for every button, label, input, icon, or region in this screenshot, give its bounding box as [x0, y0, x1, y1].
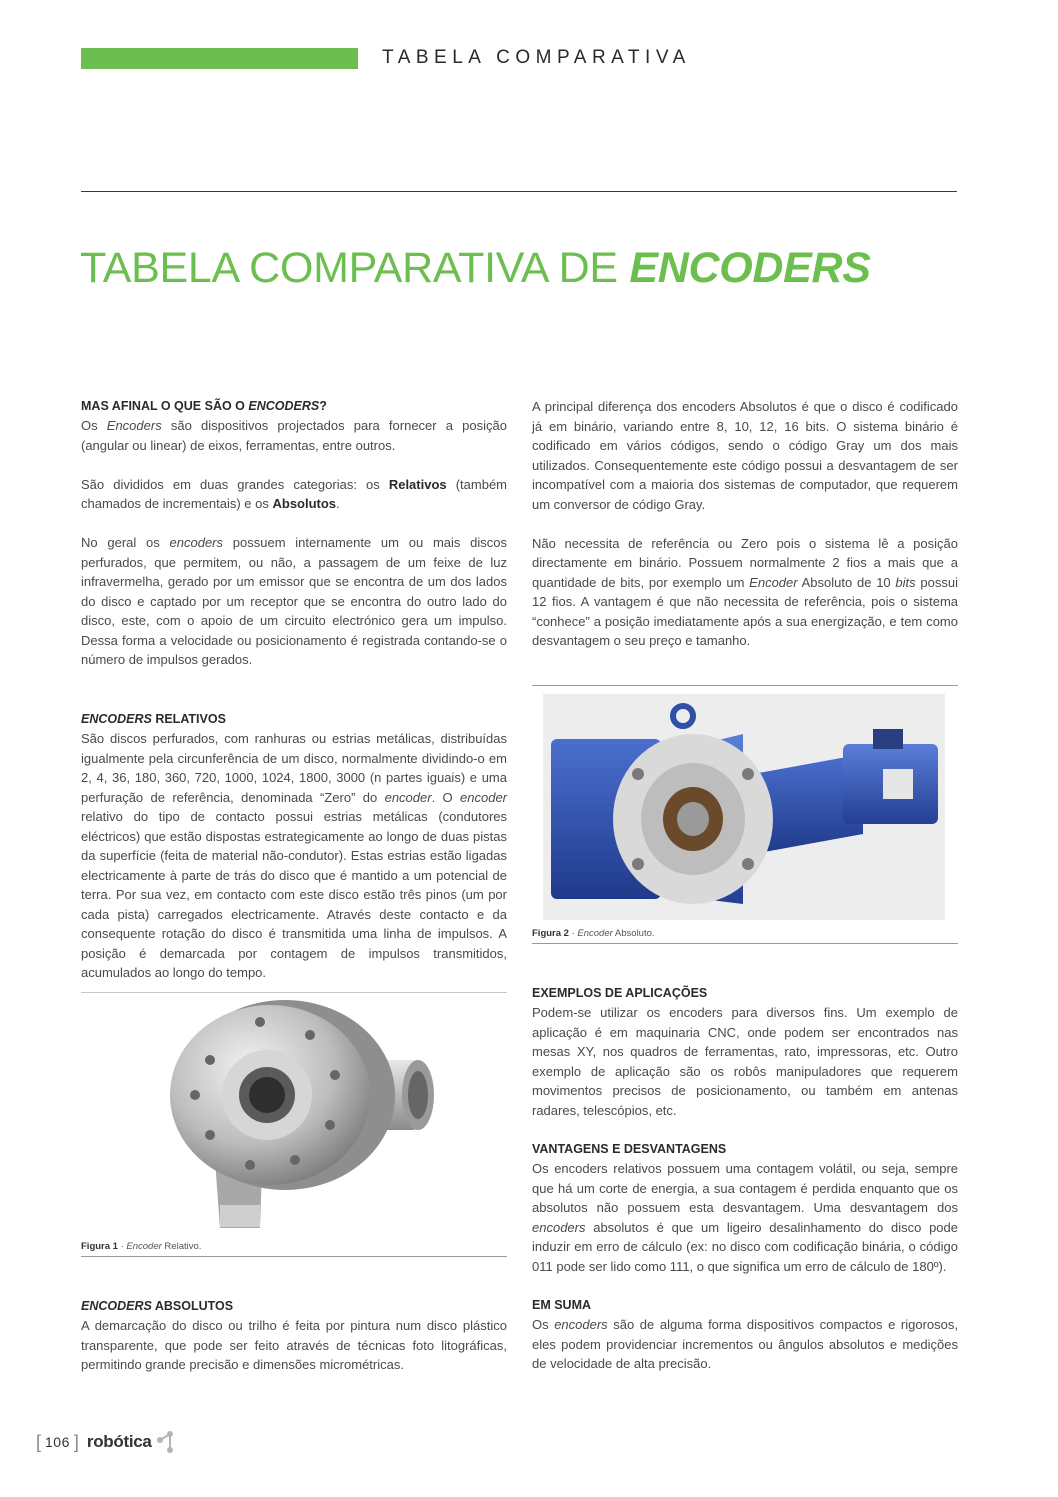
footer-bracket-open: [ [36, 1431, 42, 1452]
brand-network-icon [156, 1430, 176, 1454]
header-title: TABELA COMPARATIVA [382, 47, 691, 68]
section-relativos-heading: ENCODERS RELATIVOS [81, 712, 226, 726]
section-suma-p: Os encoders são de alguma forma dispositivos compactos e rigorosos, eles podem providenciar incrementos ou ângulos absolutos e medições de velocidade de alta precisão. [532, 1317, 958, 1371]
section-diferenca-p2: Não necessita de referência ou Zero pois o sistema lê a posição directamente em binário. Possuem normalmente 2 fios a mais que a quantidade de bits, por exemplo um Encoder Absoluto de 10 bits possui 12 fios. A vantagem é que não necessita de referência, pois o sistema “conhece” a posição imediatamente após a sua energização, e tem como desvantagem o seu preço e tamanho. [532, 535, 958, 648]
page-footer [36, 1430, 176, 1454]
page-number: 106 [45, 1434, 70, 1450]
section-diferenca [532, 397, 958, 651]
figure1-image [150, 1000, 450, 1232]
section-suma-heading: EM SUMA [532, 1298, 592, 1312]
figure1-top-rule [81, 992, 507, 993]
top-rule [81, 191, 957, 192]
section-diferenca-p1: A principal diferença dos encoders Absolutos é que o disco é codificado já em binário, variando entre 8, 10, 12, 16 bits. O sistema binário é codificado em vários códigos, sendo o código Gray um dos mais utilizados. Consequentemente este código possui a desvantagem de ser incompatível com a maioria dos sistemas de computador, que requerem um conversor de código Gray. [532, 399, 958, 512]
figure2-bottom-rule [532, 943, 958, 944]
page-title-emphasis: ENCODERS [629, 244, 871, 292]
section-relativos [81, 710, 507, 983]
section-suma [532, 1296, 958, 1374]
section-exemplos-p: Podem-se utilizar os encoders para diversos fins. Um exemplo de aplicação é em maquinaria CNC, onde podem ser encontrados nas mesas XY, nos quadros de ferramentas, rato, impressoras, etc. Outro exemplo de aplicação são os robôs manipuladores que requerem movimentos precisos de posicionamento, ou também em antenas radares, telescópios, etc. [532, 1005, 958, 1118]
section-intro [81, 397, 507, 670]
section-exemplos-heading: EXEMPLOS DE APLICAÇÕES [532, 986, 708, 1000]
relative-encoder-icon [150, 1000, 450, 1232]
figure2-caption: Figura 2 · Encoder Absoluto. [532, 928, 655, 939]
section-absolutos-p: A demarcação do disco ou trilho é feita por pintura num disco plástico transparente, que pode ser feito através de técnicas foto litográficas, permitindo grande precisão e dimensões micrométricas. [81, 1318, 507, 1372]
section-exemplos [532, 984, 958, 1120]
footer-bracket-close: ] [73, 1431, 79, 1452]
section-vantagens-p: Os encoders relativos possuem uma contagem volátil, ou seja, sempre que há um corte de energia, a sua contagem é perdida enquanto que os absolutos não possuem esta desvantagem. Uma desvantagem dos encoders absolutos é que um ligeiro desalinhamento do disco pode induzir em erro de cálculo (ex: no disco com codificação binária, o código 011 pode ser lido como 111, o que significa um erro de cálculo de 180º). [532, 1161, 958, 1274]
page-title [80, 244, 871, 293]
section-absolutos-heading: ENCODERS ABSOLUTOS [81, 1299, 234, 1313]
section-intro-heading: MAS AFINAL O QUE SÃO O ENCODERS? [81, 399, 327, 413]
brand-logo: robótica [86, 1432, 152, 1451]
section-vantagens-heading: VANTAGENS E DESVANTAGENS [532, 1142, 727, 1156]
section-relativos-p: São discos perfurados, com ranhuras ou estrias metálicas, distribuídas igualmente pela circunferência de um disco, normalmente dividindo-o em 2, 4, 36, 180, 360, 720, 1000, 1024, 1800, 3000 (n partes iguais) e uma perfuração de referência, denominada “Zero” do encoder. O encoder relativo do tipo de contacto possui estrias metálicas (condutores eléctricos) que estão dispostas estrategicamente ao longo de duas pistas da superfície (feita de material não-condutor). Estas estrias estão ligadas electricamente à parte de trás do disco que é mantido a um potencial de terra. Por sua vez, em contacto com este disco estão três pinos (um por cada pista) carregados electricamente. Através deste contacto e da consequente rotação do disco é transmitida uma linha de impulsos. A posição é demarcada por contagem de impulsos transmitidos, acumulados ao longo do tempo. [81, 731, 508, 980]
section-absolutos [81, 1297, 507, 1375]
figure1-caption: Figura 1 · Encoder Relativo. [81, 1241, 202, 1252]
absolute-encoder-motor-icon [543, 694, 945, 920]
page-title-main: TABELA COMPARATIVA DE [80, 244, 630, 292]
figure1-bottom-rule [81, 1256, 507, 1257]
section-vantagens [532, 1140, 958, 1276]
figure2-top-rule [532, 685, 958, 686]
section-intro-p2: São divididos em duas grandes categorias: os Relativos (também chamados de incrementais) e os Absolutos. [81, 476, 508, 511]
section-intro-p3: No geral os encoders possuem internamente um ou mais discos perfurados, que permitem, ou não, a passagem de um feixe de luz infravermelha, gerado por um emissor que se encontra de um dos lados do disco e captado por um receptor que se encontra do outro lado do disco, este, com o apoio de um circuito electrónico gera um impulso. Dessa forma a velocidade ou posicionamento é registrada contando-se o número de impulsos gerados. [81, 535, 507, 667]
header-accent-bar [81, 48, 358, 69]
section-intro-p1: Os Encoders são dispositivos projectados para fornecer a posição (angular ou linear) de eixos, ferramentas, entre outros. [81, 418, 507, 453]
figure2-image [543, 694, 945, 920]
